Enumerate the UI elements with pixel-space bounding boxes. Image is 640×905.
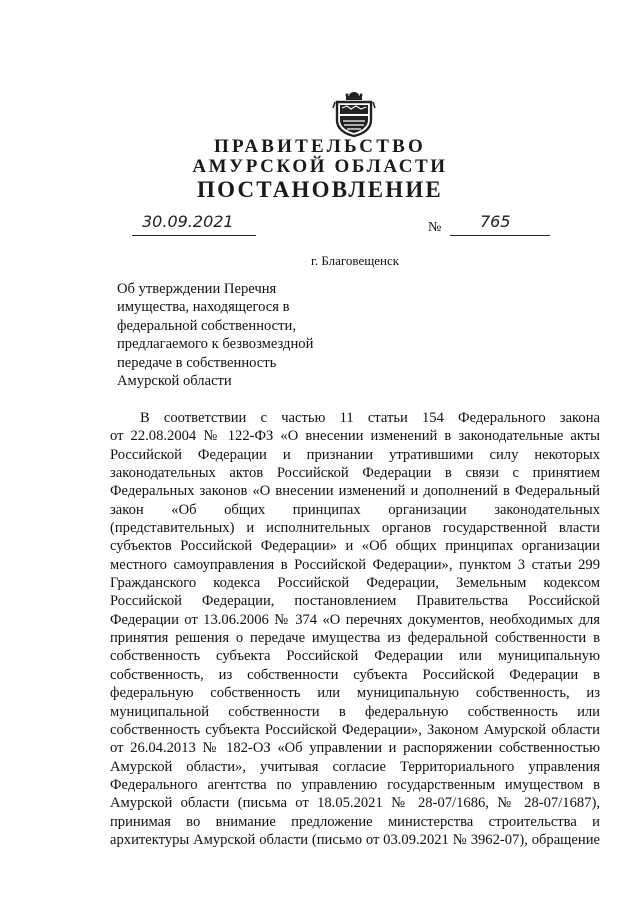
body-line: субъектов Российской Федерации» и «Об общих принципах организации [110, 538, 600, 555]
subject-line: Амурской области [117, 373, 232, 390]
body-line: В соответствии с частью 11 статьи 154 Федерального закона [140, 410, 600, 426]
body-line: принимая во внимание предложение министерства строительства и [110, 813, 600, 830]
subject-line: предлагаемого к безвозмездной [117, 336, 314, 353]
subject-line: передаче в собственность [117, 354, 277, 371]
document-number: 765 [480, 212, 511, 231]
government-title-line1: ПРАВИТЕЛЬСТВО [214, 136, 426, 157]
body-line: федеральную собственность или муниципальную собственность, из [110, 685, 600, 702]
coat-of-arms-icon [329, 88, 379, 138]
body-line: закон «Об общих принципах организации законодательных [110, 501, 600, 518]
subject-line: федеральной собственности, [117, 317, 296, 334]
subject-block [117, 280, 337, 390]
body-line: Амурской области (письма от 18.05.2021 № 28-07/1686, № 28-07/1687), [110, 795, 600, 812]
body-line: муниципальной собственности в федеральную собственность или [110, 703, 600, 720]
subject-line: имущества, находящегося в [117, 299, 290, 316]
body-line: Федеральных законов «О внесении изменений и дополнений в Федеральный [110, 483, 600, 500]
body-line: (представительных) и исполнительных органов государственной власти [110, 520, 600, 537]
body-line: от 22.08.2004 № 122-ФЗ «О внесении изменений в законодательные акты [110, 428, 600, 445]
body-line: законодательных актов Российской Федерации в связи с принятием [110, 465, 600, 482]
document-type-title: ПОСТАНОВЛЕНИЕ [197, 177, 443, 202]
body-line: Федерального агентства по управлению государственным имуществом в [110, 776, 600, 793]
city-line [0, 253, 640, 269]
body-line: Российской Федерации и признании утратившими силу некоторых [110, 446, 600, 463]
body-line: принятия решения о передаче имущества из федеральной собственности в [110, 630, 600, 647]
city-name: г. Благовещенск [310, 253, 400, 268]
government-title-line2: АМУРСКОЙ ОБЛАСТИ [192, 156, 448, 177]
body-line: местного самоуправления в Российской Федерации», пунктом 3 статьи 299 [110, 556, 600, 573]
document-date: 30.09.2021 [142, 212, 234, 231]
body-line: Амурской области», учитывая согласие Территориального управления [110, 758, 600, 775]
subject-line: Об утверждении Перечня [117, 281, 277, 297]
body-line: от 26.04.2013 № 182-ОЗ «Об управлении и распоряжении собственностью [110, 740, 600, 757]
body-line: собственность субъекта Российской Федерации или муниципальную [110, 648, 600, 665]
body-text [110, 409, 600, 849]
body-line: собственность, из собственности субъекта Российской Федерации в [110, 666, 600, 683]
body-line: Российской Федерации, постановлением Правительства Российской [110, 593, 600, 610]
body-line: Гражданского кодекса Российской Федерации, Земельным кодексом [110, 575, 600, 592]
body-line: архитектуры Амурской области (письмо от 03.09.2021 № 3962-07), обращение [110, 831, 600, 848]
body-line: Федерации от 13.06.2006 № 374 «О перечнях документов, необходимых для [110, 611, 600, 628]
body-line: собственность субъекта Российской Федерации», Законом Амурской области [110, 721, 600, 738]
number-sign: № [428, 220, 442, 235]
